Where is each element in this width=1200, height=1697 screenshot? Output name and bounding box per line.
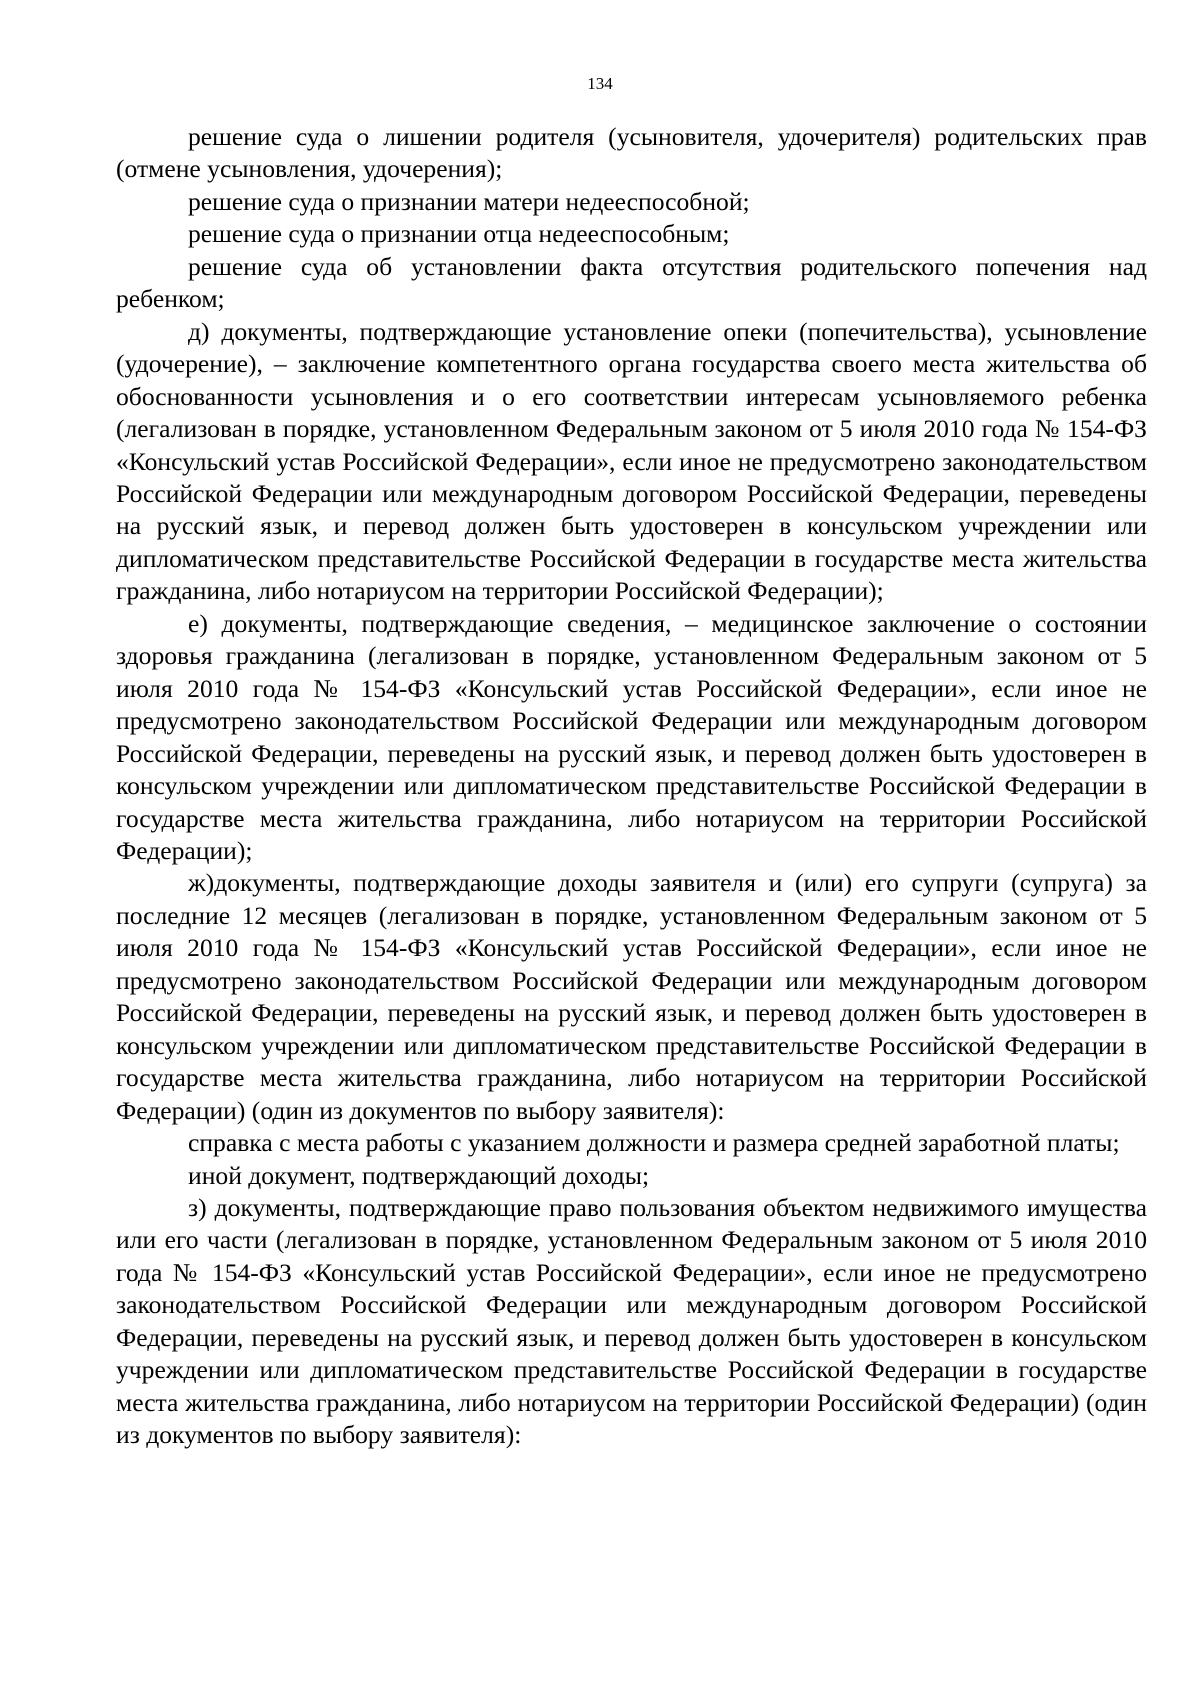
paragraph-salary-certificate: справка с места работы с указанием должности и размера средней заработной платы; [188,1128,1120,1158]
paragraph-item-d-guardianship: д) документы, подтверждающие установление опеки (попечительства), усыновление (удочерение), – заключение компетентного органа государства своего места жительства об обоснованности усыновления и о его соответствии интересам усыновляемого ребенка (легализован в порядке, установленном Федеральным законом от 5 июля 2010 года № 154-ФЗ «Консульский устав Российской Федерации», если иное не предусмотрено законодательством Российской Федерации или международным договором Российской Федерации, переведены на русский язык, и перевод должен быть удостоверен в консульском учреждении или дипломатическом представительстве Российской Федерации в государстве места жительства гражданина, либо нотариусом на территории Российской Федерации); [116,316,1147,606]
paragraph-item-e-medical: е) документы, подтверждающие сведения, – медицинское заключение о состоянии здоровья гражданина (легализован в порядке, установленном Федеральным законом от 5 июля 2010 года № 154-ФЗ «Консульский устав Российской Федерации», если иное не предусмотрено законодательством Российской Федерации или международным договором Российской Федерации, переведены на русский язык, и перевод должен быть удостоверен в консульском учреждении или дипломатическом представительстве Российской Федерации в государстве места жительства гражданина, либо нотариусом на территории Российской Федерации); [116,608,1147,865]
paragraph-item-zh-income: ж)документы, подтверждающие доходы заявителя и (или) его супруги (супруга) за последние 12 месяцев (легализован в порядке, установленном Федеральным законом от 5 июля 2010 года № 154-ФЗ «Консульский устав Российской Федерации», если иное не предусмотрено законодательством Российской Федерации или международным договором Российской Федерации, переведены на русский язык, и перевод должен быть удостоверен в консульском учреждении или дипломатическом представительстве Российской Федерации в государстве места жительства гражданина, либо нотариусом на территории Российской Федерации) (один из документов по выбору заявителя): [116,868,1147,1125]
paragraph-court-decision-no-care: решение суда об установлении факта отсутствия родительского попечения над ребенком; [116,251,1147,314]
page-number: 134 [587,74,613,93]
paragraph-other-income-document: иной документ, подтверждающий доходы; [188,1160,650,1190]
paragraph-court-decision-mother: решение суда о признании матери недееспособной; [188,186,750,216]
document-body [116,121,1147,1452]
paragraph-court-decision-father: решение суда о признании отца недееспособным; [188,219,730,249]
paragraph-court-decision-deprivation: решение суда о лишении родителя (усыновителя, удочерителя) родительских прав (отмене усыновления, удочерения); [116,122,1147,184]
paragraph-item-z-property: з) документы, подтверждающие право пользования объектом недвижимого имущества или его части (легализован в порядке, установленном Федеральным законом от 5 июля 2010 года № 154-ФЗ «Консульский устав Российской Федерации», если иное не предусмотрено законодательством Российской Федерации или международным договором Российской Федерации, переведены на русский язык, и перевод должен быть удостоверен в консульском учреждении или дипломатическом представительстве Российской Федерации в государстве места жительства гражданина, либо нотариусом на территории Российской Федерации) (один из документов по выбору заявителя): [116,1192,1147,1450]
